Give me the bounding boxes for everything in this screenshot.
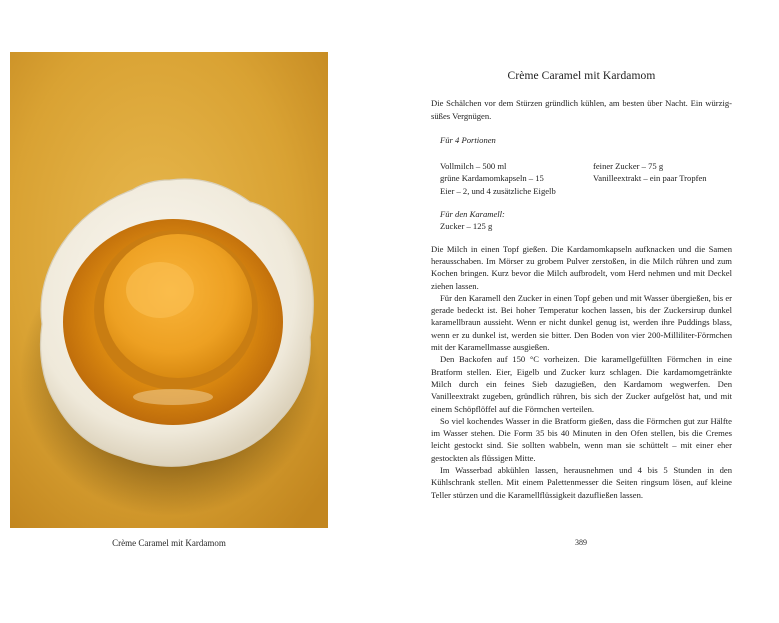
step-paragraph: So viel kochendes Wasser in die Bratform gießen, dass die Förmchen gut zur Hälfte im Wasser stehen. Die Form 35 bis 40 Minuten in den Ofen stellen, bis die Cremes leicht gestockt sind. Sie sollten wabbeln, wenn man sie schüttelt – mit einer eher gestockten als flüssigen Mitte. <box>431 415 732 463</box>
recipe-steps <box>431 243 732 501</box>
page-number: 389 <box>575 538 587 547</box>
ingredient-item: Vollmilch – 500 ml <box>440 161 507 172</box>
caramel-ingredient: Zucker – 125 g <box>440 221 493 232</box>
photo-caption: Crème Caramel mit Kardamom <box>112 538 226 548</box>
ingredient-column-right <box>593 160 732 197</box>
ingredient-item: Vanilleextrakt – ein paar Tropfen <box>593 173 707 184</box>
ingredient-item: Eier – 2, und 4 zusätzliche Eigelb <box>440 185 556 196</box>
step-paragraph: Die Milch in einen Topf gießen. Die Kardamomkapseln aufknacken und die Samen herausschaben. Im Mörser zu grobem Pulver zerstoßen, in die Milch rühren und zum Kochen bringen. Kurz bevor die Milch aufbrodelt, vom Herd nehmen und mit Deckel ziehen lassen. <box>431 243 732 291</box>
recipe-text <box>431 70 732 501</box>
step-paragraph: Im Wasserbad abkühlen lassen, herausnehmen und 4 bis 5 Stunden in den Kühlschrank stellen. Mit einem Palettenmesser die Seiten ringsum lösen, auf kleine Teller stürzen und die Karamellflüssigkeit dazufließen lassen. <box>431 465 732 500</box>
step-paragraph: Den Backofen auf 150 °C vorheizen. Die karamellgefüllten Förmchen in eine Bratform stellen. Eier, Eigelb und Zucker kurz schlagen. Die kardamomgetränkte Milch durch ein feines Sieb dazugießen, den Kardamom wegwerfen. Den Vanilleextrakt zugeben, gründlich rühren, bis sich der Zucker aufgelöst hat, und mit einem Schöpflöffel auf die Förmchen verteilen. <box>431 354 732 414</box>
portions-label: Für 4 Portionen <box>440 134 496 145</box>
ingredient-item: grüne Kardamomkapseln – 15 <box>440 173 544 184</box>
step-paragraph: Für den Karamell den Zucker in einen Topf geben und mit Wasser übergießen, bis er gerade bedeckt ist. Bei hoher Temperatur kochen lassen, bis der Zuckersirup dunkel karamellbraun aussieht. Wenn er nicht dunkel genug ist, werden ihre Puddings blass, wenn er zu dunkel ist, werden sie bitter. Den Boden von vier 200-Milliliter-Förmchen mit der Karamellmasse ausgießen. <box>431 292 732 353</box>
ingredient-list <box>440 160 732 197</box>
recipe-title: Crème Caramel mit Kardamom <box>507 70 656 82</box>
recipe-intro: Die Schälchen vor dem Stürzen gründlich kühlen, am besten über Nacht. Ein würzig-süßes Vergnügen. <box>431 98 732 121</box>
ingredient-item: feiner Zucker – 75 g <box>593 161 664 172</box>
caramel-label: Für den Karamell: <box>440 209 505 220</box>
ingredient-column-left <box>440 160 593 197</box>
creme-caramel-photo <box>10 52 328 528</box>
